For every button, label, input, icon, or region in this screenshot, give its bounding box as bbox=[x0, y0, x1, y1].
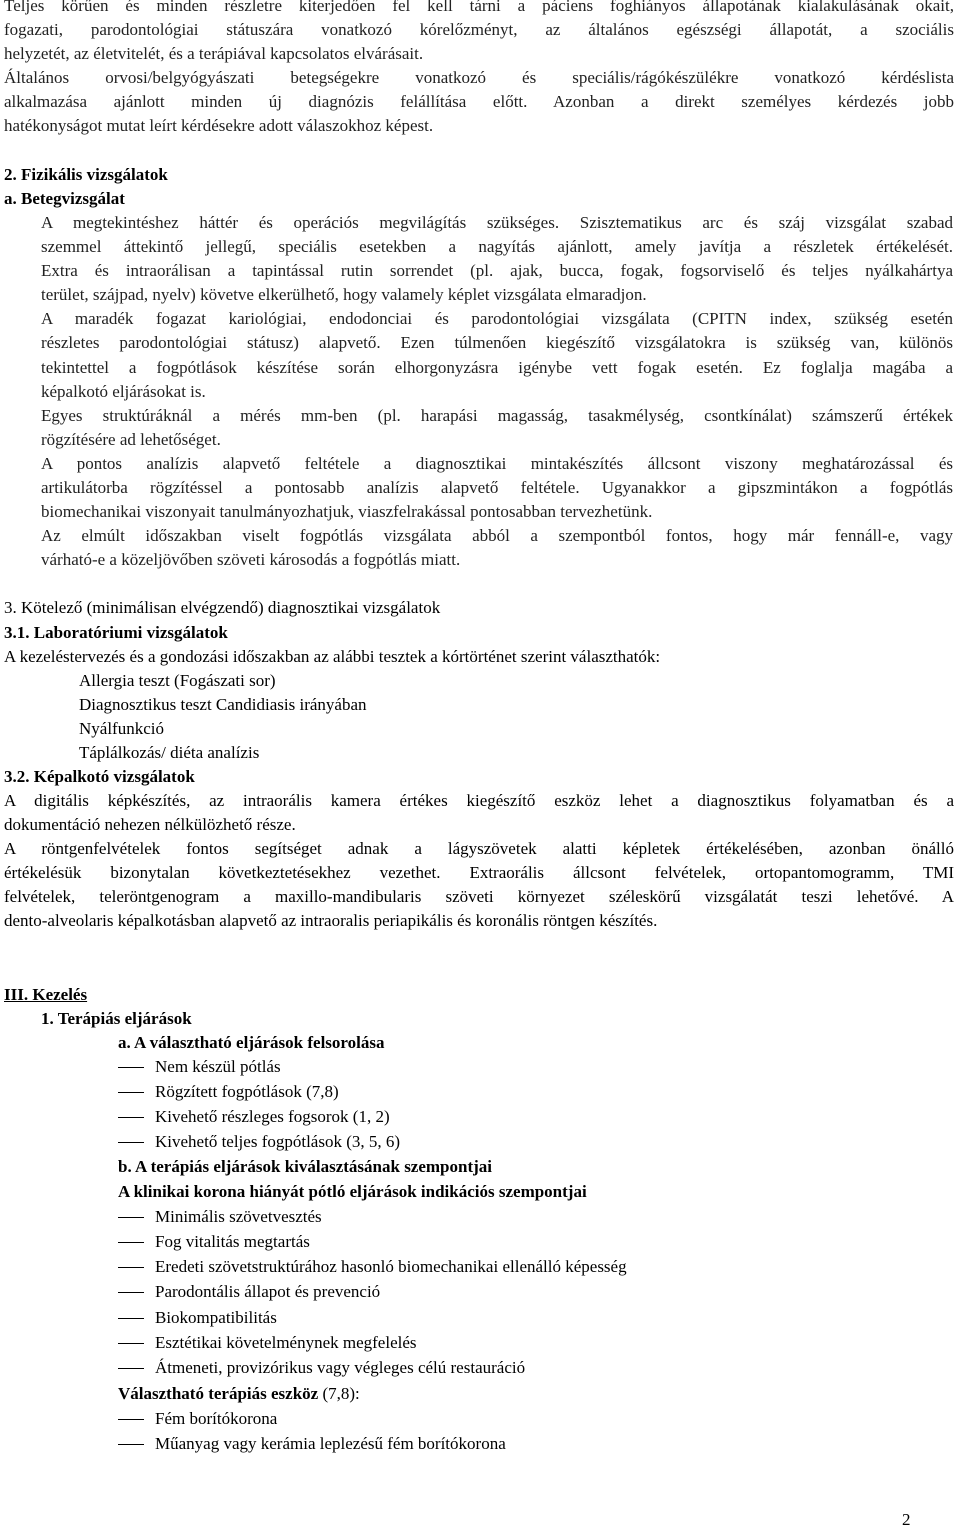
dash-bullet-icon bbox=[118, 1092, 144, 1093]
lab-intro-text: A kezeléstervezés és a gondozási időszakban az alábbi tesztek a kórtörténet szerint választhatók: bbox=[4, 647, 661, 666]
text-line: Teljes körűen és minden részletre kiterjedően fel kell tárni a páciens foghiányos állapotának kialakulásának okait, bbox=[4, 0, 954, 15]
dash-bullet-icon bbox=[118, 1267, 144, 1268]
text-line: dento-alveolaris képalkotásban alapvető az intraoralis periapikális és koronális röntgen készítés. bbox=[4, 911, 658, 931]
text-line: várható-e a közeljövőben szöveti károsodás a fogpótlás miatt. bbox=[41, 550, 461, 570]
text-line: A maradék fogazat kariológiai, endodonciai és parodontológiai vizsgálata (CPITN index, szükség esetén bbox=[41, 309, 953, 329]
page-number: 2 bbox=[902, 1510, 911, 1529]
subsection-heading-imaging: 3.2. Képalkotó vizsgálatok bbox=[4, 767, 195, 786]
text-line: Általános orvosi/belgyógyászati betegségekre vonatkozó és speciális/rágókészülékre vonatkozó kérdéslista bbox=[4, 68, 954, 87]
text-line: helyzetét, az életvitelét, és a terápiával kapcsolatos elvárásait. bbox=[4, 44, 424, 64]
dash-bullet-icon bbox=[118, 1368, 144, 1369]
heading-indication-criteria: A klinikai korona hiányát pótló eljárások indikációs szempontjai bbox=[118, 1182, 587, 1201]
dash-bullet-icon bbox=[118, 1343, 144, 1344]
dash-bullet-icon bbox=[118, 1444, 144, 1445]
list-item: Fog vitalitás megtartás bbox=[155, 1232, 310, 1251]
lab-test-item: Allergia teszt (Fogászati sor) bbox=[79, 671, 276, 690]
dash-bullet-icon bbox=[118, 1242, 144, 1243]
intro-paragraph-1 bbox=[4, 0, 954, 66]
text-line: rögzítésére ad lehetőséget. bbox=[41, 429, 221, 449]
text-line: A megtekintéshez háttér és operációs megvilágítás szükséges. Szisztematikus arc és száj vizsgálat szabad bbox=[41, 213, 953, 232]
heading-therapeutic-tools: Választható terápiás eszköz (7,8): bbox=[118, 1384, 360, 1403]
dash-bullet-icon bbox=[118, 1142, 144, 1143]
heading-selection-criteria: b. A terápiás eljárások kiválasztásának szempontjai bbox=[118, 1157, 493, 1176]
text-line: tekintettel a fogpótlások készítése során elhorgonyzásra igénybe vett fogak esetén. Ez foglalja magába a bbox=[41, 357, 953, 377]
text-line: biomechanikai viszonyait tanulmányozhatjuk, viaszfelrakással pontosabban tervezhetünk. bbox=[41, 502, 653, 522]
text-line: részletes parodontológiai státusz) alapvető. Ezen túlmenően kiegészítő vizsgálatokra is szükség van, különös bbox=[41, 333, 953, 353]
subsection-heading-lab: 3.1. Laboratóriumi vizsgálatok bbox=[4, 623, 228, 642]
lab-test-item: Diagnosztikus teszt Candidiasis irányában bbox=[79, 695, 367, 714]
dash-bullet-icon bbox=[118, 1419, 144, 1420]
text-line: Extra és intraorálisan a tapintással rutin sorrendet (pl. ajak, bucca, fogak, fogsorviselő és teljes nyálkahártya bbox=[41, 261, 953, 281]
subsection-heading-patient-exam: a. Betegvizsgálat bbox=[4, 189, 125, 208]
lab-test-item: Nyálfunkció bbox=[79, 719, 164, 738]
text-line: terület, szájpad, nyelv) követve elkerülhető, hogy valamely képlet vizsgálata elmaradjon. bbox=[41, 285, 647, 305]
imaging-text bbox=[4, 789, 954, 934]
dash-bullet-icon bbox=[118, 1318, 144, 1319]
list-item: Minimális szövetvesztés bbox=[155, 1207, 322, 1226]
text-line: A digitális képkészítés, az intraorális kamera értékes kiegészítő eszköz lehet a diagnosztikus folyamatban és a bbox=[4, 791, 954, 810]
lab-test-item: Táplálkozás/ diéta analízis bbox=[79, 743, 260, 762]
list-item: Eredeti szövetstruktúrához hasonló biomechanikai ellenálló képesség bbox=[155, 1257, 627, 1276]
list-item: Nem készül pótlás bbox=[155, 1057, 281, 1076]
text-line: dokumentáció nehezen nélkülözhető része. bbox=[4, 815, 296, 835]
text-line: A röntgenfelvételek fontos segítséget adnak a lágyszövetek alatti képletek értékelésében, azonban önálló bbox=[4, 839, 954, 859]
list-item: Kivehető teljes fogpótlások (3, 5, 6) bbox=[155, 1132, 401, 1151]
list-item: Biokompatibilitás bbox=[155, 1308, 277, 1327]
list-item: Műanyag vagy kerámia leplezésű fém borítókorona bbox=[155, 1434, 506, 1453]
dash-bullet-icon bbox=[118, 1067, 144, 1068]
chapter-heading-treatment: III. Kezelés bbox=[4, 985, 88, 1004]
heading-available-procedures: a. A választható eljárások felsorolása bbox=[118, 1033, 385, 1052]
text-line: képalkotó eljárásokat is. bbox=[41, 381, 206, 401]
intro-paragraph-2 bbox=[4, 66, 954, 138]
text-line: Az elmúlt időszakban viselt fogpótlás vizsgálata abból a szempontból fontos, hogy már fennáll-e, vagy bbox=[41, 526, 953, 546]
section-heading-physical: 2. Fizikális vizsgálatok bbox=[4, 165, 168, 184]
text-line: Egyes struktúráknál a mérés mm-ben (pl. harapási magasság, tasakmélység, csontkínálat) számszerű értékek bbox=[41, 405, 953, 425]
text-line: fogazati, parodontológiai státuszára vonatkozó kórelőzményt, az általános egészségi állapotát, a szociális bbox=[4, 20, 954, 40]
text-line: alkalmazása ajánlott minden új diagnózis felállítása előtt. Azonban a direkt személyes kérdezés jobb bbox=[4, 92, 954, 112]
text-line: szemmel áttekintő jellegű, speciális esetekben a nagyítás ajánlott, amely javítja a részletek értékelését. bbox=[41, 237, 953, 257]
text-line: A pontos analízis alapvető feltétele a diagnosztikai mintakészítés állcsont viszony meghatározással és bbox=[41, 453, 953, 473]
text-line: felvételek, teleröntgenogram a maxillo-mandibularis szöveti környezet széleskörű vizsgálatát teszi lehetővé. A bbox=[4, 887, 954, 907]
list-item: Esztétikai követelménynek megfelelés bbox=[155, 1333, 417, 1352]
dash-bullet-icon bbox=[118, 1117, 144, 1118]
dash-bullet-icon bbox=[118, 1292, 144, 1293]
dash-bullet-icon bbox=[118, 1217, 144, 1218]
text-line: értékelésük bizonytalan következtetésekhez vezethet. Extraorális állcsont felvételek, ortopantomogramm, TMI bbox=[4, 863, 954, 883]
subsection-heading-therapeutic: 1. Terápiás eljárások bbox=[41, 1009, 192, 1028]
physical-exam-text bbox=[41, 211, 953, 572]
list-item: Kivehető részleges fogsorok (1, 2) bbox=[155, 1107, 390, 1126]
section-heading-mandatory: 3. Kötelező (minimálisan elvégzendő) diagnosztikai vizsgálatok bbox=[4, 598, 441, 617]
list-item: Parodontális állapot és prevenció bbox=[155, 1282, 381, 1301]
text-line: artikulátorba rögzítéssel a pontosabb analízis alapvető feltétele. Ugyanakkor a gipszmintákon a fogpótlás bbox=[41, 478, 953, 498]
list-item: Rögzített fogpótlások (7,8) bbox=[155, 1082, 339, 1101]
list-item: Átmeneti, provizórikus vagy végleges célú restauráció bbox=[155, 1358, 526, 1377]
list-item: Fém borítókorona bbox=[155, 1409, 278, 1428]
text-line: hatékonyságot mutat leírt kérdésekre adott válaszokhoz képest. bbox=[4, 116, 434, 136]
